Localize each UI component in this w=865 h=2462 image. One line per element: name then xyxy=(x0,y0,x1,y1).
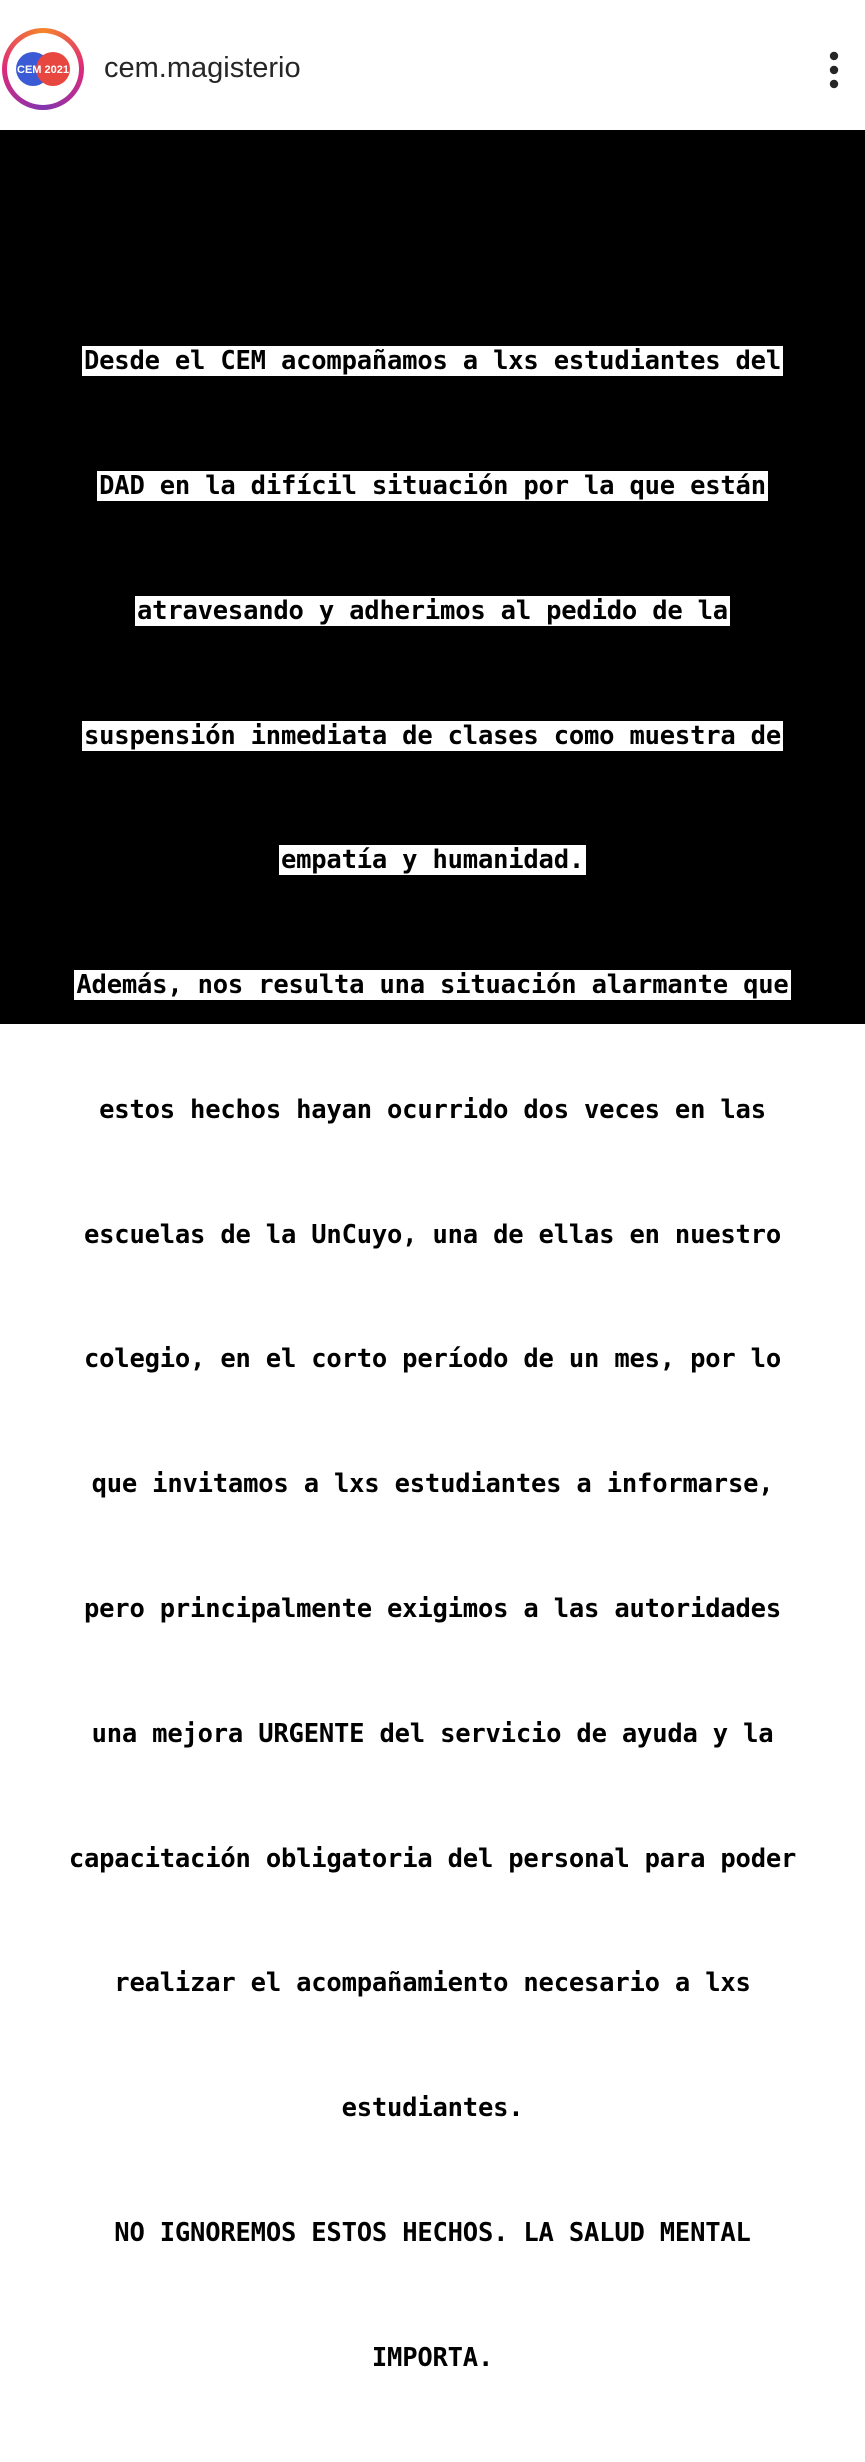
story-line: colegio, en el corto período de un mes, por lo xyxy=(83,1344,781,1375)
story-line: capacitación obligatoria del personal para poder xyxy=(68,1843,797,1874)
cem-logo-icon xyxy=(7,33,79,105)
story-line: una mejora URGENTE del servicio de ayuda y la xyxy=(91,1718,774,1749)
avatar[interactable] xyxy=(2,28,84,110)
story-header xyxy=(0,0,865,130)
story-line: DAD en la difícil situación por la que están xyxy=(99,470,766,501)
more-options-button[interactable] xyxy=(812,46,856,90)
story-line: Además, nos resulta una situación alarmante que xyxy=(76,970,789,1001)
avatar-image xyxy=(7,33,79,105)
story-line: suspensión inmediata de clases como muestra de xyxy=(83,720,781,751)
story-line: IMPORTA. xyxy=(371,2342,494,2373)
avatar-text: CEM 2021 xyxy=(17,64,69,76)
story-line: atravesando y adherimos al pedido de la xyxy=(137,595,728,626)
story-line: escuelas de la UnCuyo, una de ellas en nuestro xyxy=(83,1219,781,1250)
story-line: estudiantes. xyxy=(341,2093,524,2124)
story-line: que invitamos a lxs estudiantes a informarse, xyxy=(91,1469,774,1500)
story-content[interactable] xyxy=(0,130,865,2373)
story-line: estos hechos hayan ocurrido dos veces en las xyxy=(99,1094,766,1125)
story-line: Desde el CEM acompañamos a lxs estudiantes del xyxy=(83,346,781,377)
username[interactable]: cem.magisterio xyxy=(104,52,301,84)
story-line: empatía y humanidad. xyxy=(280,845,585,876)
story-text-block xyxy=(0,258,865,2462)
story-line: realizar el acompañamiento necesario a lxs xyxy=(114,1968,751,1999)
story-line: NO IGNOREMOS ESTOS HECHOS. LA SALUD MENTAL xyxy=(114,2217,751,2248)
more-vertical-icon xyxy=(812,46,856,90)
story-line: pero principalmente exigimos a las autoridades xyxy=(83,1594,781,1624)
